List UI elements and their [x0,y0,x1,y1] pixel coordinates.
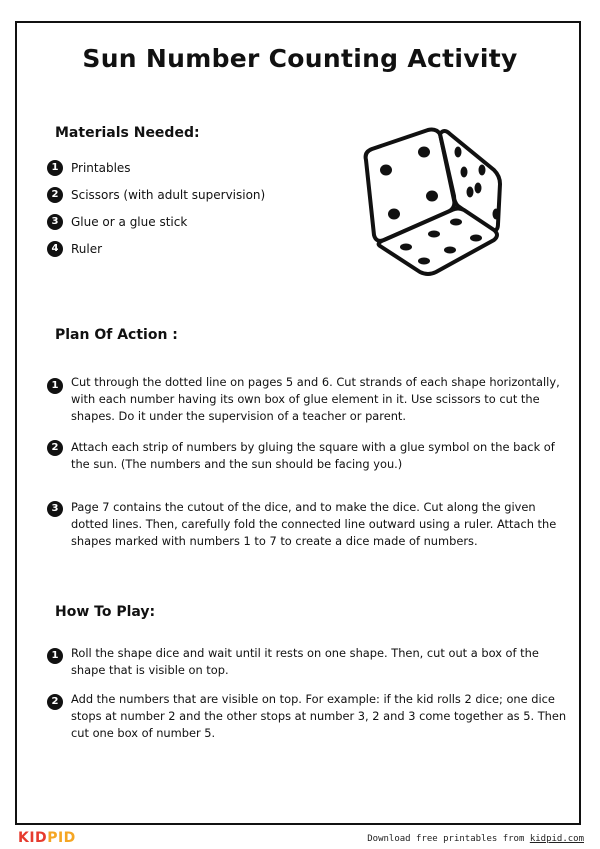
material-item-3: Glue or a glue stick [71,215,188,229]
material-number-4: 4 [47,241,63,257]
material-item-4: Ruler [71,242,103,256]
play-step-number-1: 1 [47,648,63,664]
dice-illustration [358,122,508,280]
plan-step-1: Cut through the dotted line on pages 5 and 6. Cut strands of each shape horizontally, with each number having its own box of glue element in it. Use scissors to cut the shapes. Do it under the supervision of a teacher or parent. [71,375,560,423]
footer-link[interactable]: kidpid.com [529,834,584,844]
material-number-1: 1 [47,160,63,176]
plan-step-number-1: 1 [47,378,63,394]
play-step-2: Add the numbers that are visible on top. For example: if the kid rolls 2 dice; one dice stops at number 2 and the other stops at number 3, 2 and 3 come together as 5. Then cut one box of number 5. [71,692,567,740]
plan-step-2: Attach each strip of numbers by gluing the square with a glue symbol on the back of the sun. (The numbers and the sun should be facing you.) [71,440,555,471]
page-title: Sun Number Counting Activity [82,44,518,73]
material-number-2: 2 [47,187,63,203]
play-heading: How To Play: [55,604,156,620]
plan-step-3: Page 7 contains the cutout of the dice, and to make the dice. Cut along the given dotted lines. Then, carefully fold the connected line outward using a ruler. Attach the shapes marked with numbers 1 to 7 to create a dice made of numbers. [71,500,557,548]
plan-heading: Plan Of Action : [55,327,178,343]
footer-caption: Download free printables from [367,834,530,844]
material-item-1: Printables [71,161,131,175]
footer-text [367,834,584,844]
play-step-number-2: 2 [47,694,63,710]
logo-part-pid: PID [47,830,76,846]
plan-step-number-3: 3 [47,501,63,517]
logo-part-kid: KID [18,830,48,846]
plan-step-number-2: 2 [47,440,63,456]
play-step-1: Roll the shape dice and wait until it rests on one shape. Then, cut out a box of the shape that is visible on top. [71,646,539,677]
materials-heading: Materials Needed: [55,125,200,141]
kidpid-logo [18,830,76,846]
material-item-2: Scissors (with adult supervision) [71,188,266,202]
material-number-3: 3 [47,214,63,230]
